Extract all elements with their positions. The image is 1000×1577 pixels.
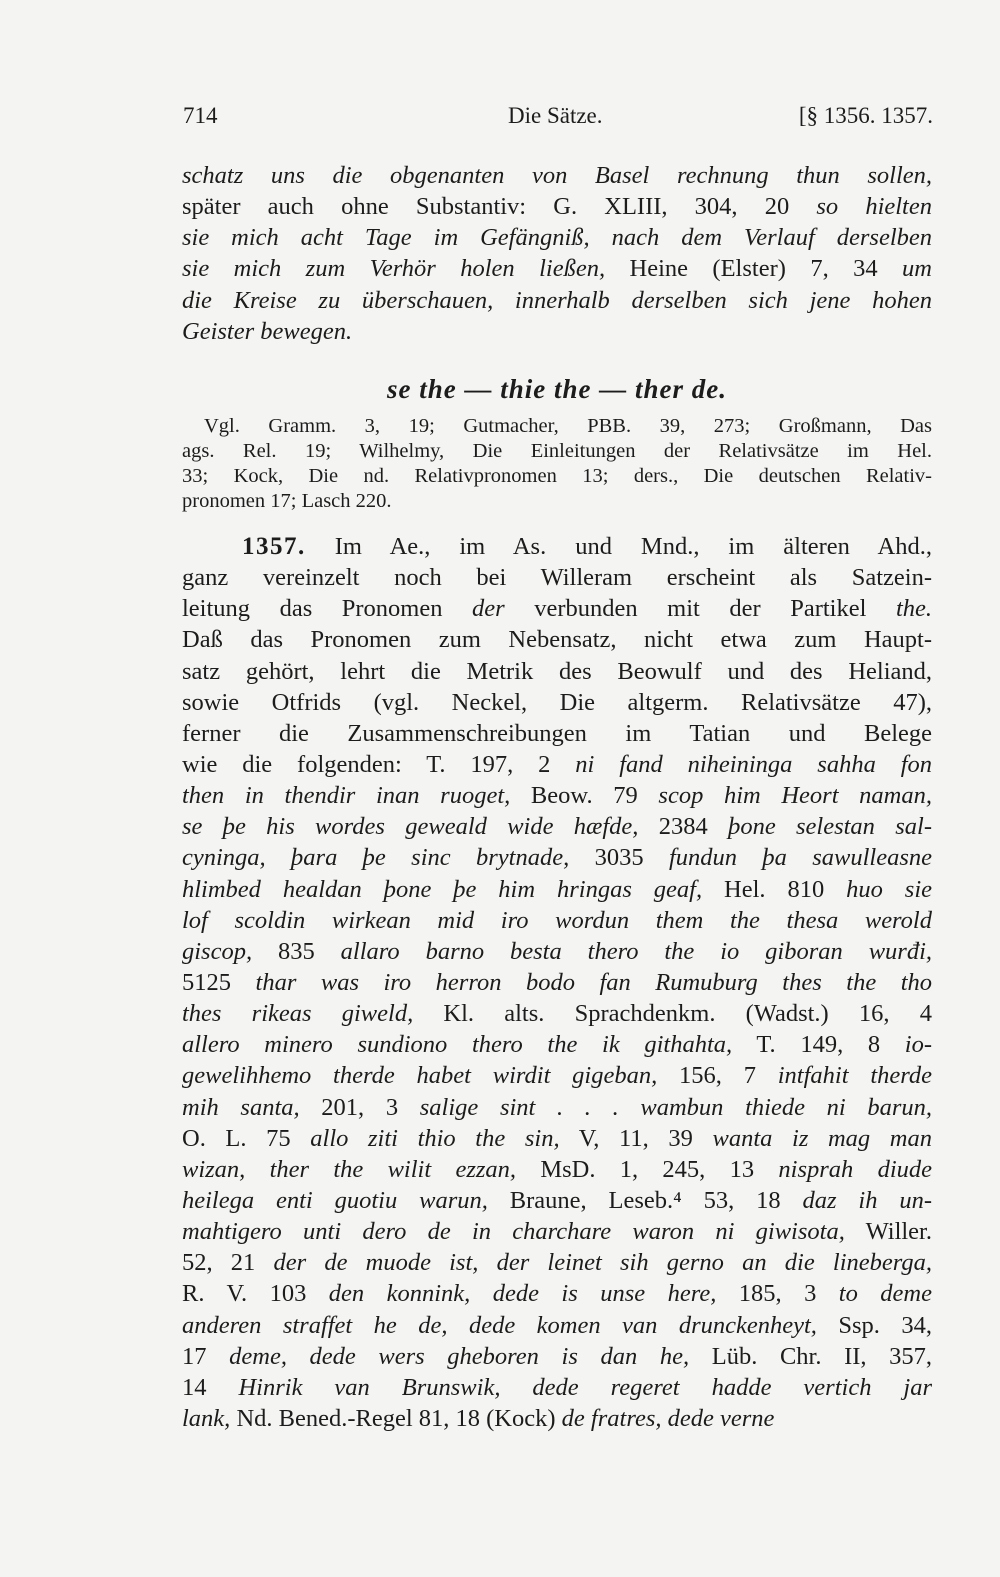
text-line (182, 687, 932, 718)
quoted-text: um (902, 255, 932, 283)
quoted-text: wizan, ther the wilit ezzan, (182, 1155, 517, 1183)
body-text: 52, 21 (182, 1249, 274, 1277)
text-line (182, 936, 932, 967)
quoted-text: to deme (838, 1280, 932, 1308)
text-line (182, 222, 932, 253)
quoted-text: so hielten (816, 193, 932, 221)
quoted-text: Hinrik van Brunswik, dede regeret hadde vertich jar (238, 1373, 932, 1401)
quoted-text: die Kreise zu überschauen, innerhalb derselben sich jene hohen (182, 286, 932, 314)
text-line (182, 316, 932, 347)
body-text: 3035 (569, 844, 669, 872)
body-text: 14 (182, 1373, 239, 1401)
quoted-text: allero minero sundiono thero the ik githahta, (182, 1031, 733, 1059)
quoted-text: heilega enti guotiu warun, (182, 1186, 488, 1214)
reference-line: ags. Rel. 19; Wilhelmy, Die Einleitungen der Relativsätze im Hel. (182, 440, 932, 462)
body-text: Willer. (844, 1218, 932, 1246)
quoted-text: der de muode ist, der leinet sih gerno an die lineberga, (273, 1249, 932, 1277)
text-line (182, 1278, 932, 1309)
text-line (182, 1403, 932, 1434)
quoted-text: þone selestan sal- (728, 813, 932, 841)
text-line (182, 593, 932, 624)
body-text: 5125 (182, 968, 256, 996)
body-text: R. V. 103 (182, 1280, 329, 1308)
text-line (182, 1185, 932, 1216)
text-line (182, 1154, 932, 1185)
text-line (182, 811, 932, 842)
text-line (182, 905, 932, 936)
quoted-text: the. (895, 595, 932, 623)
body-text: 156, 7 (657, 1062, 778, 1090)
text-line (182, 874, 932, 905)
section-heading: se the — thie the — ther de. (387, 374, 727, 404)
body-text: Heine (Elster) 7, 34 (605, 255, 903, 283)
text-line (182, 1092, 932, 1123)
body-text: Kl. alts. Sprachdenkm. (Wadst.) 16, 4 (413, 1000, 932, 1028)
body-text: Braune, Leseb.⁴ 53, 18 (487, 1186, 803, 1214)
reference-line: Vgl. Gramm. 3, 19; Gutmacher, PBB. 39, 273; Großmann, Das (204, 415, 932, 437)
body-text: leitung das Pronomen (182, 595, 473, 623)
body-text: später auch ohne Substantiv: G. XLIII, 304, 20 (182, 193, 817, 221)
body-text: Im Ae., im As. und Mnd., im älteren Ahd., (305, 533, 932, 560)
body-text: 185, 3 (716, 1280, 839, 1308)
text-line (182, 1247, 932, 1278)
quoted-text: den konnink, dede is unse here, (328, 1280, 717, 1308)
top-paragraph (182, 160, 932, 347)
body-text: sowie Otfrids (vgl. Neckel, Die altgerm. Relativsätze 47), (182, 688, 932, 716)
quoted-text: scop him Heort naman, (658, 782, 932, 810)
running-title: Die Sätze. (508, 103, 603, 128)
page-number: 714 (183, 103, 218, 128)
quoted-text: daz ih un- (802, 1186, 932, 1214)
quoted-text: fundun þa sawulleasne (668, 844, 932, 872)
text-line (182, 780, 932, 811)
section-range: [§ 1356. 1357. (798, 103, 933, 128)
quoted-text: allo ziti thio the sin, (310, 1124, 560, 1152)
text-line (182, 1310, 932, 1341)
body-text: ganz vereinzelt noch bei Willeram erscheint als Satzein- (182, 564, 932, 592)
body-text: O. L. 75 (182, 1124, 311, 1152)
body-text: T. 149, 8 (732, 1031, 905, 1059)
text-line (182, 285, 932, 316)
body-text: satz gehört, lehrt die Metrik des Beowulf und des Heliand, (182, 657, 932, 685)
section-number: 1357. (242, 533, 306, 560)
text-line (182, 749, 932, 780)
body-text: Ssp. 34, (816, 1311, 932, 1339)
text-line (182, 967, 932, 998)
body-text: ferner die Zusammenschreibungen im Tatian und Belege (182, 719, 932, 747)
text-line (182, 718, 932, 749)
quoted-text: anderen straffet he de, dede komen van drunckenheyt, (182, 1311, 817, 1339)
quoted-text: thar was iro herron bodo fan Rumuburg thes the tho (255, 968, 932, 996)
body-text: MsD. 1, 245, 13 (516, 1155, 779, 1183)
text-line (182, 1372, 932, 1403)
quoted-text: cyninga, þara þe sinc brytnade, (182, 844, 570, 872)
text-line (182, 842, 932, 873)
quoted-text: giscop, (182, 937, 253, 965)
text-line (182, 1123, 932, 1154)
quoted-text: io- (904, 1031, 932, 1059)
body-text: Hel. 810 (702, 875, 847, 903)
reference-line: 33; Kock, Die nd. Relativpronomen 13; ders., Die deutschen Relativ- (182, 465, 932, 487)
text-line (182, 253, 932, 284)
references-block (182, 414, 932, 514)
running-header (183, 103, 933, 133)
text-line (182, 1060, 932, 1091)
text-line (182, 191, 932, 222)
quoted-text: intfahit therde (777, 1062, 932, 1090)
quoted-text: ni fand niheininga sahha fon (575, 750, 932, 778)
quoted-text: der (472, 595, 505, 623)
quoted-text: deme, dede wers gheboren is dan he, (229, 1342, 690, 1370)
quoted-text: gewelihhemo therde habet wirdit gigeban, (182, 1062, 658, 1090)
text-line (182, 531, 932, 562)
quoted-text: wanta iz mag man (712, 1124, 932, 1152)
quoted-text: se þe his wordes geweald wide hæfde, (182, 813, 639, 841)
body-text: 2384 (638, 813, 729, 841)
quoted-text: Geister bewegen. (182, 317, 353, 345)
quoted-text: hlimbed healdan þone þe him hringas geaf, (182, 875, 703, 903)
text-line (182, 1029, 932, 1060)
quoted-text: lof scoldin wirkean mid iro wordun them the thesa werold (182, 906, 932, 934)
section-1357-paragraph (182, 531, 932, 1434)
body-text: V, 11, 39 (559, 1124, 713, 1152)
quoted-text: mahtigero unti dero de in charchare waron ni giwisota, (182, 1218, 845, 1246)
quoted-text: salige sint . . . wambun thiede ni barun, (419, 1093, 932, 1121)
quoted-text: schatz uns die obgenanten von Basel rechnung thun sollen, (182, 162, 932, 189)
quoted-text: sie mich acht Tage im Gefängniß, nach dem Verlauf derselben (182, 224, 932, 252)
body-text: 835 (252, 937, 341, 965)
text-line (182, 160, 932, 191)
text-line (182, 1216, 932, 1247)
text-line (182, 562, 932, 593)
text-line (182, 656, 932, 687)
body-text: Daß das Pronomen zum Nebensatz, nicht etwa zum Haupt- (182, 626, 932, 654)
quoted-text: nisprah diude (778, 1155, 932, 1183)
body-text: Lüb. Chr. II, 357, (689, 1342, 932, 1370)
body-text: Beow. 79 (510, 782, 659, 810)
reference-line: pronomen 17; Lasch 220. (182, 490, 392, 512)
body-text: Nd. Bened.-Regel 81, 18 (Kock) (230, 1404, 562, 1432)
quoted-text: thes rikeas giweld, (182, 1000, 414, 1028)
quoted-text: allaro barno besta thero the io giboran wurđi, (340, 937, 932, 965)
quoted-text: sie mich zum Verhör holen ließen, (182, 255, 606, 283)
body-text: 17 (182, 1342, 230, 1370)
text-line (182, 1341, 932, 1372)
quoted-text: de fratres, dede verne (561, 1404, 775, 1432)
body-text: verbunden mit der Partikel (504, 595, 896, 623)
body-text: 201, 3 (299, 1093, 420, 1121)
quoted-text: mih santa, (182, 1093, 300, 1121)
text-line (182, 998, 932, 1029)
text-line (182, 624, 932, 655)
quoted-text: lank, (182, 1404, 231, 1432)
body-text: wie die folgenden: T. 197, 2 (182, 750, 576, 778)
quoted-text: then in thendir inan ruoget, (182, 782, 511, 810)
quoted-text: huo sie (846, 875, 932, 903)
